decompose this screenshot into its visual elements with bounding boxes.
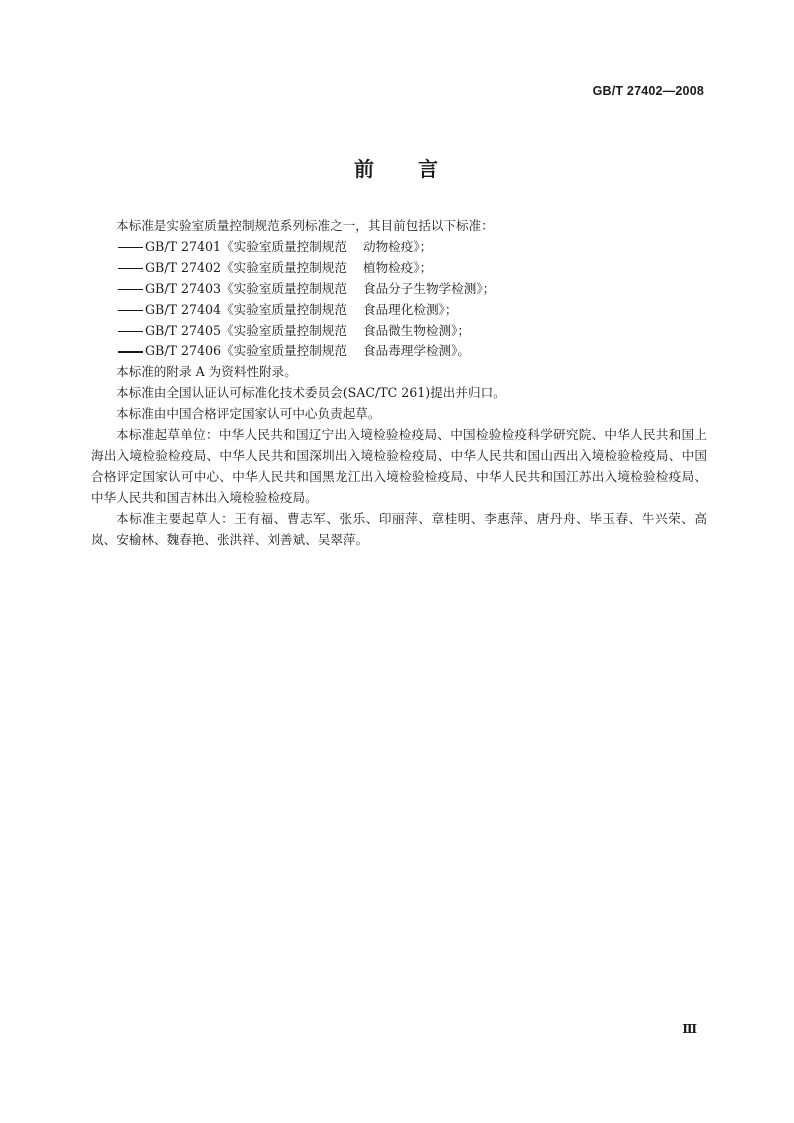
series-subject: 食品理化检测 [362, 301, 439, 317]
series-code: GB/T 27402 [145, 259, 222, 275]
drafting-units-paragraph: 本标准起草单位：中华人民共和国辽宁出入境检验检疫局、中国检验检疫科学研究院、中华人民共和国上海出入境检验检疫局、中华人民共和国深圳出入境检验检疫局、中华人民共和国山西出入境检验检疫局、中国合格评定国家认可中心、中华人民共和国黑龙江出入境检验检疫局、中华人民共和国江苏出入境检验检疫局、中华人民共和国吉林出入境检验检疫局。 [91, 427, 707, 505]
series-prefix: 《实验室质量控制规范 [221, 301, 347, 317]
dash-mark [118, 331, 143, 332]
series-item-3 [91, 279, 707, 300]
series-item-2 [91, 258, 707, 279]
series-prefix: 《实验室质量控制规范 [221, 280, 347, 296]
series-item-5 [91, 321, 707, 342]
proposer-paragraph: 本标准由全国认证认可标准化技术委员会(SAC/TC 261)提出并归口。 [116, 385, 506, 401]
series-end: 》。 [451, 343, 471, 359]
title-char-1: 前 [354, 157, 376, 181]
dash-mark [118, 351, 143, 352]
standard-code: GB/T 27402—2008 [592, 84, 704, 98]
series-item-1 [91, 237, 707, 258]
page-title [0, 153, 794, 182]
series-code: GB/T 27403 [145, 280, 222, 296]
series-prefix: 《实验室质量控制规范 [221, 322, 347, 338]
drafter-org-paragraph: 本标准由中国合格评定国家认可中心负责起草。 [116, 406, 381, 422]
series-end: 》； [451, 322, 471, 338]
series-item-4 [91, 300, 707, 321]
page-number: Ⅲ [682, 1022, 697, 1036]
series-end: 》； [438, 301, 458, 317]
series-subject: 食品分子生物学检测 [362, 280, 477, 296]
series-prefix: 《实验室质量控制规范 [221, 343, 347, 359]
appendix-paragraph: 本标准的附录 A 为资料性附录。 [116, 364, 297, 380]
series-code: GB/T 27405 [145, 322, 222, 338]
series-item-6 [91, 341, 707, 362]
series-prefix: 《实验室质量控制规范 [221, 259, 347, 275]
series-end: 》； [476, 280, 496, 296]
title-char-2: 言 [418, 157, 440, 181]
series-subject: 食品毒理学检测 [362, 343, 452, 359]
series-subject: 植物检疫 [362, 259, 414, 275]
series-end: 》； [413, 259, 433, 275]
series-prefix: 《实验室质量控制规范 [221, 238, 347, 254]
series-code: GB/T 27401 [145, 238, 222, 254]
series-code: GB/T 27406 [145, 343, 222, 359]
intro-paragraph: 本标准是实验室质量控制规范系列标准之一，其目前包括以下标准： [116, 218, 494, 233]
dash-mark [118, 289, 143, 290]
series-subject: 动物检疫 [362, 238, 414, 254]
dash-mark [118, 310, 143, 311]
dash-mark [118, 247, 143, 248]
series-end: 》； [413, 238, 433, 254]
series-subject: 食品微生物检测 [362, 322, 452, 338]
dash-mark [118, 268, 143, 269]
foreword-body [91, 216, 707, 551]
series-code: GB/T 27404 [145, 301, 222, 317]
drafters-paragraph: 本标准主要起草人：王有福、曹志军、张乐、印丽萍、章桂明、李惠萍、唐丹舟、毕玉春、牛兴荣、高岚、安榆林、魏春艳、张洪祥、刘善斌、吴翠萍。 [91, 510, 707, 547]
